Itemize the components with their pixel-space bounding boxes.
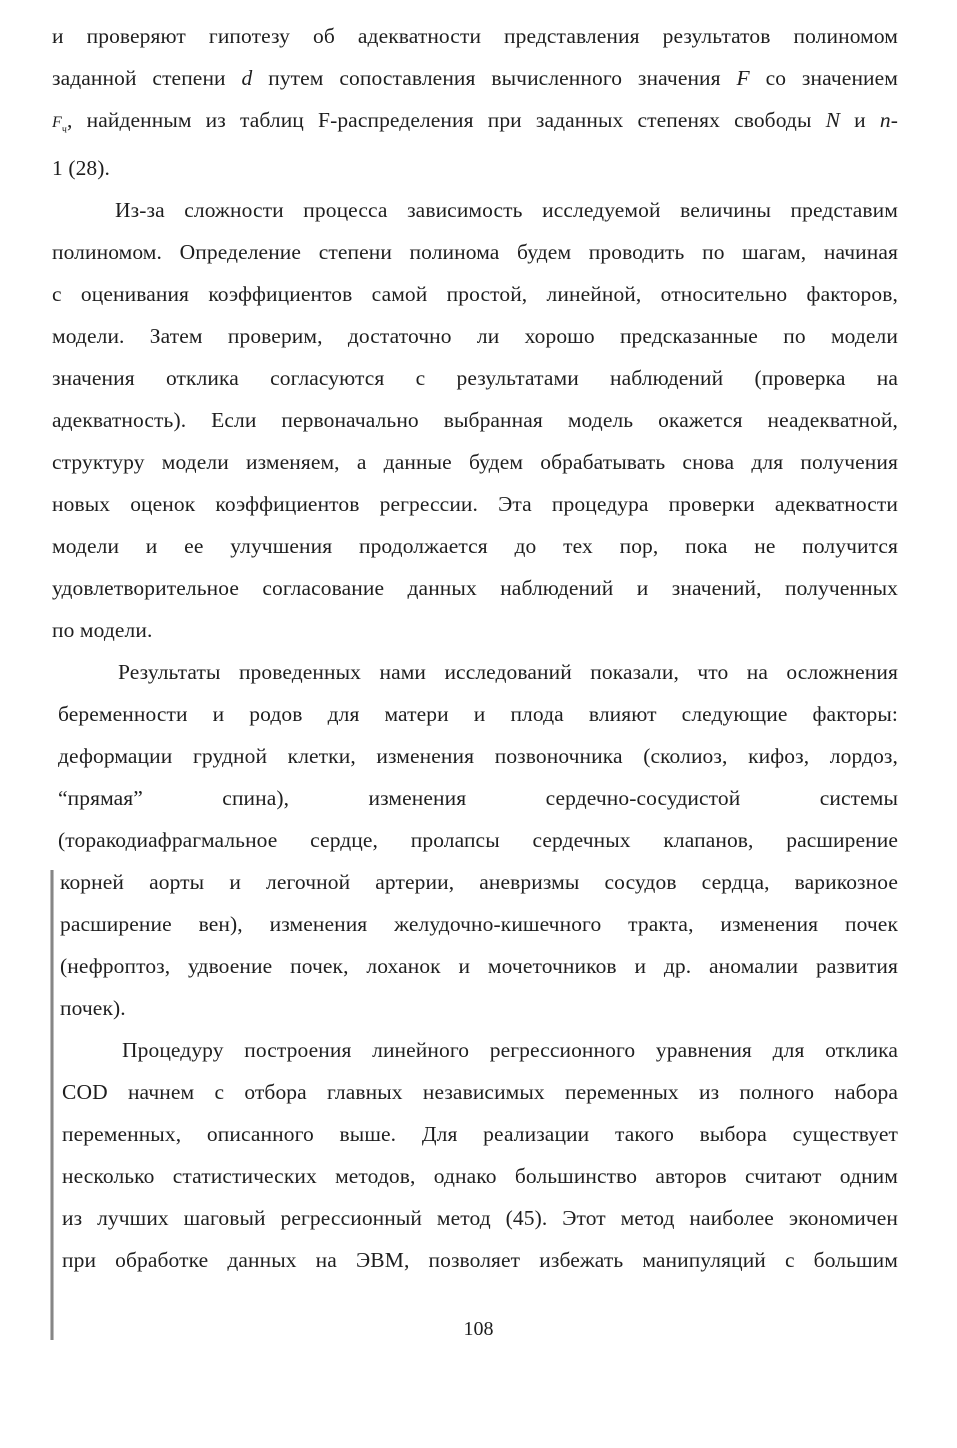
text-line-30: при обработке данных на ЭВМ, позволяет избежать манипуляций с большим <box>62 1248 898 1272</box>
text-line-4: 1 (28). <box>52 156 111 180</box>
text-line-15: по модели. <box>52 618 153 642</box>
text-line-27: переменных, описанного выше. Для реализации такого выбора существует <box>62 1122 898 1146</box>
text-line-28: несколько статистических методов, однако большинство авторов считают одним <box>62 1164 898 1188</box>
text-line-12: новых оценок коэффициентов регрессии. Эта процедура проверки адекватности <box>52 492 898 516</box>
text-line-6: полиномом. Определение степени полинома будем проводить по шагам, начиная <box>52 240 898 264</box>
text-line-16: Результаты проведенных нами исследований показали, что на осложнения <box>118 660 898 684</box>
text-line-5: Из-за сложности процесса зависимость исследуемой величины представим <box>115 198 898 222</box>
text-line-8: модели. Затем проверим, достаточно ли хорошо предсказанные по модели <box>52 324 898 348</box>
text-line-10: адекватность). Если первоначально выбранная модель окажется неадекватной, <box>52 408 898 432</box>
text-line-7: с оценивания коэффициентов самой простой, линейной, относительно факторов, <box>52 282 898 306</box>
text-line-11: структуру модели изменяем, а данные будем обрабатывать снова для получения <box>52 450 898 474</box>
text-line-25: Процедуру построения линейного регрессионного уравнения для отклика <box>122 1038 898 1062</box>
text-line-21: корней аорты и легочной артерии, аневризмы сосудов сердца, варикозное <box>60 870 898 894</box>
text-line-2: заданной степени d путем сопоставления вычисленного значения F со значением <box>52 66 898 90</box>
text-line-17: беременности и родов для матери и плода влияют следующие факторы: <box>58 702 898 726</box>
scan-binding-shadow <box>50 870 54 1340</box>
text-line-18: деформации грудной клетки, изменения позвоночника (сколиоз, кифоз, лордоз, <box>58 744 898 768</box>
text-line-20: (торакодиафрагмальное сердце, пролапсы сердечных клапанов, расширение <box>58 828 898 852</box>
text-line-29: из лучших шаговый регрессионный метод (45). Этот метод наиболее экономичен <box>62 1206 898 1230</box>
text-line-19: “прямая” спина), изменения сердечно-сосудистой системы <box>58 786 898 810</box>
text-line-13: модели и ее улучшения продолжается до тех пор, пока не получится <box>52 534 898 558</box>
text-line-26: COD начнем с отбора главных независимых переменных из полного набора <box>62 1080 898 1104</box>
text-line-14: удовлетворительное согласование данных наблюдений и значений, полученных <box>52 576 898 600</box>
text-line-23: (нефроптоз, удвоение почек, лоханок и мочеточников и др. аномалии развития <box>60 954 898 978</box>
text-line-1: и проверяют гипотезу об адекватности представления результатов полиномом <box>52 24 898 48</box>
text-line-9: значения отклика согласуются с результатами наблюдений (проверка на <box>52 366 898 390</box>
text-line-22: расширение вен), изменения желудочно-кишечного тракта, изменения почек <box>60 912 898 936</box>
page-number: 108 <box>463 1318 494 1340</box>
text-line-24: почек). <box>60 996 126 1020</box>
text-line-3: $F_ч$, найденным из таблиц F-распределения при заданных степенях свободы N и n- <box>52 108 898 136</box>
